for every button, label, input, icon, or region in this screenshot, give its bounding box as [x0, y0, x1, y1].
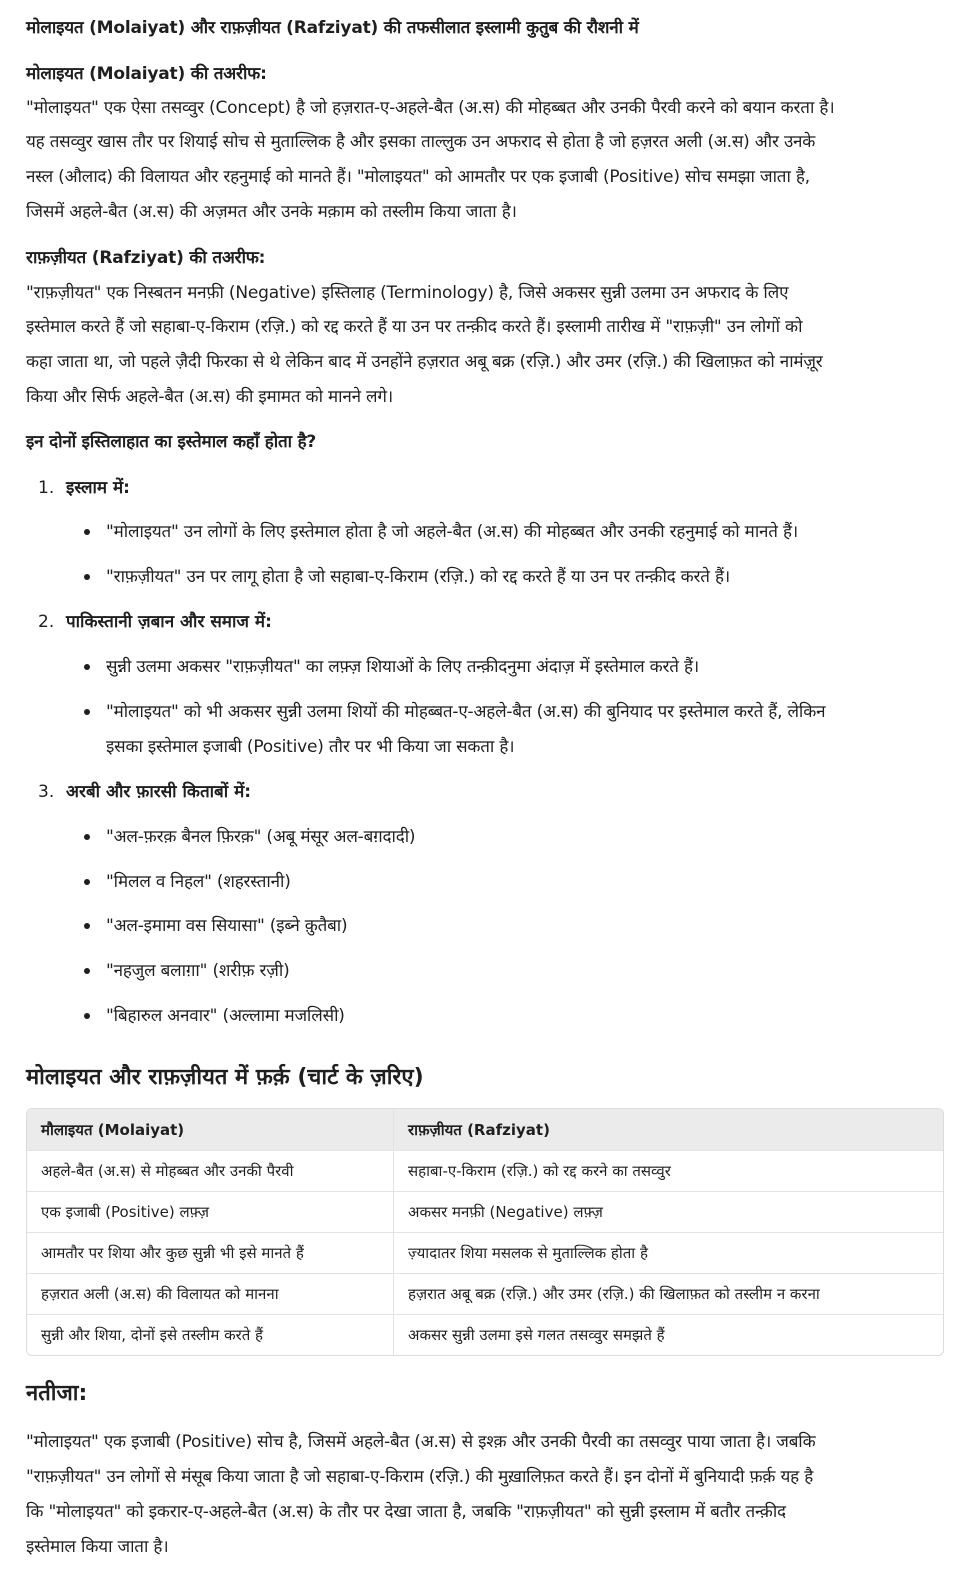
table-cell: एक इजाबी (Positive) लफ़्ज़ [27, 1192, 394, 1232]
list-number: 3. [38, 782, 55, 802]
table-row [27, 1150, 943, 1191]
list-item: "अल-फ़रक़ बैनल फ़िरक़" (अबू मंसूर अल-बग़दादी) [106, 827, 416, 847]
bullet-icon [84, 968, 90, 974]
table-row [27, 1232, 943, 1273]
molaiyat-heading: मोलाइयत (Molaiyat) की तअरीफ: [26, 64, 267, 84]
conclusion-line: "राफ़ज़ीयत" उन लोगों से मंसूब किया जाता है जो सहाबा-ए-किराम (रज़ि.) की मुख़ालिफ़त करते हैं। इन दोनों में बुनियादी फ़र्क़ यह है [26, 1467, 814, 1487]
list-item-title: इस्लाम में: [66, 478, 130, 498]
bullet-icon [84, 879, 90, 885]
list-item: "मोलाइयत" को भी अकसर सुन्नी उलमा शियों की मोहब्बत-ए-अहले-बैत (अ.स) की बुनियाद पर इस्तेमाल करते हैं, लेकिन [106, 702, 826, 722]
list-item: "अल-इमामा वस सियासा" (इब्ने क़ुतैबा) [106, 916, 348, 936]
comparison-heading: मोलाइयत और राफ़ज़ीयत में फ़र्क़ (चार्ट के ज़रिए) [26, 1065, 424, 1090]
rafziyat-line: किया और सिर्फ अहले-बैत (अ.स) की इमामत को मानने लगे। [26, 387, 393, 407]
molaiyat-line: जिसमें अहले-बैत (अ.स) की अज़मत और उनके मक़ाम को तस्लीम किया जाता है। [26, 202, 517, 222]
rafziyat-heading: राफ़ज़ीयत (Rafziyat) की तअरीफ: [26, 248, 266, 268]
list-item: "मोलाइयत" उन लोगों के लिए इस्तेमाल होता है जो अहले-बैत (अ.स) की मोहब्बत और उनकी रहनुमाई को मानते हैं। [106, 522, 799, 542]
molaiyat-line: नस्ल (औलाद) की विलायत और रहनुमाई को मानते हैं। "मोलाइयत" को आमतौर पर एक इजाबी (Positive) सोच समझा जाता है, [26, 167, 810, 187]
list-item-continuation: इसका इस्तेमाल इजाबी (Positive) तौर पर भी किया जा सकता है। [106, 737, 515, 757]
table-cell: आमतौर पर शिया और कुछ सुन्नी भी इसे मानते हैं [27, 1233, 394, 1273]
list-item-title: अरबी और फ़ारसी किताबों में: [66, 782, 252, 802]
conclusion-heading: नतीजा: [26, 1381, 88, 1406]
table-cell: हज़रात अबू बक्र (रज़ि.) और उमर (रज़ि.) की खिलाफ़त को तस्लीम न करना [408, 1285, 820, 1303]
column-header: मौलाइयत (Molaiyat) [27, 1109, 394, 1150]
table-cell: सुन्नी और शिया, दोनों इसे तस्लीम करते हैं [27, 1315, 394, 1355]
rafziyat-line: "राफ़ज़ीयत" एक निस्बतन मनफ़ी (Negative) इस्तिलाह (Terminology) है, जिसे अकसर सुन्नी उलमा उन अफराद के लिए [26, 283, 789, 303]
list-item: "बिहारुल अनवार" (अल्लामा मजलिसी) [106, 1006, 345, 1026]
list-number: 2. [38, 612, 55, 632]
table-row [27, 1314, 943, 1355]
bullet-icon [84, 529, 90, 535]
list-item: "राफ़ज़ीयत" उन पर लागू होता है जो सहाबा-ए-किराम (रज़ि.) को रद्द करते हैं या उन पर तन्क़ीद करते हैं। [106, 567, 731, 587]
bullet-icon [84, 664, 90, 670]
list-item: सुन्नी उलमा अकसर "राफ़ज़ीयत" का लफ़्ज़ शियाओं के लिए तन्क़ीदनुमा अंदाज़ में इस्तेमाल करते हैं। [106, 657, 700, 677]
table-cell: ज़्यादातर शिया मसलक से मुताल्लिक होता है [408, 1244, 648, 1262]
list-number: 1. [38, 478, 55, 498]
rafziyat-line: इस्तेमाल करते हैं जो सहाबा-ए-किराम (रज़ि.) को रद्द करते हैं या उन पर तन्क़ीद करते हैं। इस्लामी तारीख में "राफ़ज़ी" उन लोगों को [26, 317, 803, 337]
bullet-icon [84, 923, 90, 929]
rafziyat-line: कहा जाता था, जो पहले ज़ैदी फिरका से थे लेकिन बाद में उनहोंने हज़रात अबू बक्र (रज़ि.) और उमर (रज़ि.) की खिलाफ़त को नामंज़ूर [26, 352, 823, 372]
conclusion-line: "मोलाइयत" एक इजाबी (Positive) सोच है, जिसमें अहले-बैत (अ.स) से इश्क़ और उनकी पैरवी का तसव्वुर पाया जाता है। जबकि [26, 1432, 816, 1452]
molaiyat-line: यह तसव्वुर खास तौर पर शियाई सोच से मुताल्लिक है और इसका ताल्लुक उन अफराद से होता है जो हज़रत अली (अ.स) और उनके [26, 132, 816, 152]
table-cell: सहाबा-ए-किराम (रज़ि.) को रद्द करने का तसव्वुर [408, 1162, 671, 1180]
table-row [27, 1273, 943, 1314]
bullet-icon [84, 574, 90, 580]
table-cell: अकसर मनफ़ी (Negative) लफ़्ज़ [408, 1203, 603, 1221]
table-cell: अहले-बैत (अ.स) से मोहब्बत और उनकी पैरवी [27, 1151, 394, 1191]
table-header-row [27, 1109, 943, 1150]
conclusion-line: कि "मोलाइयत" को इकरार-ए-अहले-बैत (अ.स) के तौर पर देखा जाता है, जबकि "राफ़ज़ीयत" को सुन्नी इस्लाम में बतौर तन्क़ीद [26, 1502, 786, 1522]
conclusion-line: इस्तेमाल किया जाता है। [26, 1537, 169, 1557]
list-item-title: पाकिस्तानी ज़बान और समाज में: [66, 612, 272, 632]
usage-heading: इन दोनों इस्तिलाहात का इस्तेमाल कहाँ होता है? [26, 432, 317, 452]
bullet-icon [84, 709, 90, 715]
table-cell: अकसर सुन्नी उलमा इसे गलत तसव्वुर समझते हैं [408, 1326, 665, 1344]
list-item: "नहजुल बलाग़ा" (शरीफ़ रज़ी) [106, 961, 290, 981]
column-header: राफ़ज़ीयत (Rafziyat) [408, 1120, 550, 1139]
list-item: "मिलल व निहल" (शहरस्तानी) [106, 872, 291, 892]
bullet-icon [84, 1013, 90, 1019]
bullet-icon [84, 834, 90, 840]
molaiyat-line: "मोलाइयत" एक ऐसा तसव्वुर (Concept) है जो हज़रात-ए-अहले-बैत (अ.स) की मोहब्बत और उनकी पैरवी करने को बयान करता है। [26, 98, 835, 118]
comparison-table [26, 1108, 944, 1356]
table-cell: हज़रात अली (अ.स) की विलायत को मानना [27, 1274, 394, 1314]
page-title: मोलाइयत (Molaiyat) और राफ़ज़ीयत (Rafziyat) की तफसीलात इस्लामी कुतुब की रौशनी में [26, 18, 639, 38]
table-row [27, 1191, 943, 1232]
